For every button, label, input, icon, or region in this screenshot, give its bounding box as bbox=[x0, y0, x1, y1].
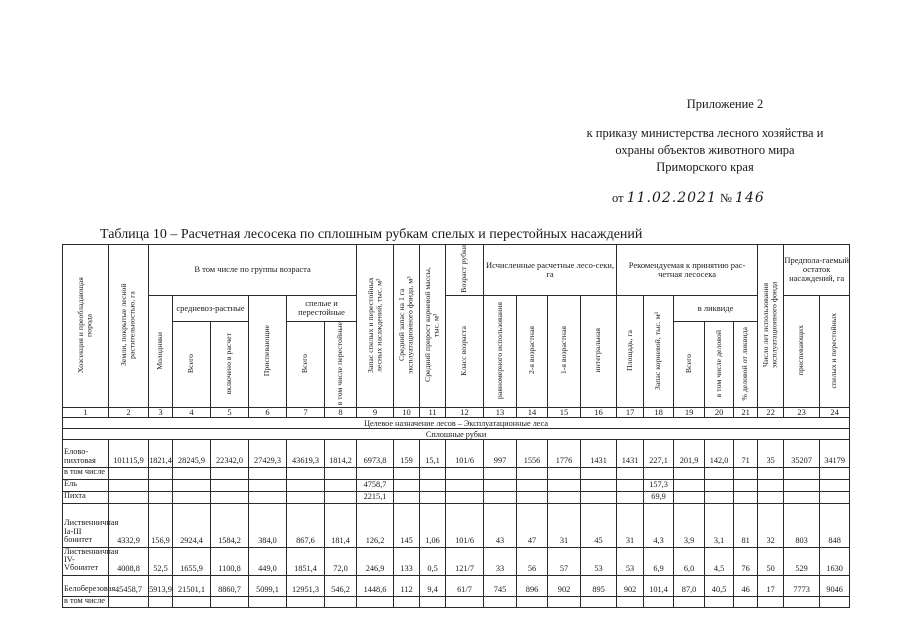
table-container bbox=[62, 244, 849, 605]
table-cell: 2924,4 bbox=[173, 503, 211, 547]
table-cell: 45 bbox=[581, 503, 617, 547]
appendix-title: Приложение 2 bbox=[686, 97, 764, 111]
table-cell: 34179 bbox=[820, 440, 850, 468]
header-middle-total: Всего bbox=[173, 321, 211, 407]
table-row bbox=[63, 440, 850, 468]
table-cell: 17 bbox=[758, 575, 784, 596]
table-cell: 1821,4 bbox=[149, 440, 173, 468]
column-number: 13 bbox=[484, 408, 517, 418]
table-cell: 529 bbox=[784, 547, 820, 575]
table-cell bbox=[705, 468, 734, 479]
table-body bbox=[63, 440, 850, 608]
table-cell: 227,1 bbox=[644, 440, 674, 468]
table-cell: 246,9 bbox=[357, 547, 394, 575]
column-number: 16 bbox=[581, 408, 617, 418]
header-age-class: Класс возраста bbox=[446, 295, 484, 407]
appendix-block bbox=[560, 96, 850, 207]
table-cell bbox=[784, 596, 820, 607]
table-cell: 46 bbox=[734, 575, 758, 596]
table-cell: 6973,8 bbox=[357, 440, 394, 468]
table-cell: 8860,7 bbox=[211, 575, 249, 596]
table-cell: 6,0 bbox=[674, 547, 705, 575]
header-middle-aged: средневоз-растные bbox=[173, 295, 249, 321]
table-cell: 4,3 bbox=[644, 503, 674, 547]
column-number: 6 bbox=[249, 408, 287, 418]
table-cell bbox=[734, 479, 758, 491]
table-cell: 4758,7 bbox=[357, 479, 394, 491]
table-cell bbox=[820, 596, 850, 607]
section-clear-cuts: Сплошные рубки bbox=[63, 429, 850, 440]
header-first-age: 1-я возрастная bbox=[548, 295, 581, 407]
column-number: 24 bbox=[820, 408, 850, 418]
table-cell bbox=[674, 468, 705, 479]
table-cell: 15,1 bbox=[420, 440, 446, 468]
table-cell: 53 bbox=[581, 547, 617, 575]
appendix-order-line: к приказу министерства лесного хозяйства и bbox=[586, 126, 824, 140]
column-number: 23 bbox=[784, 408, 820, 418]
table-cell bbox=[484, 479, 517, 491]
table-cell: 157,3 bbox=[644, 479, 674, 491]
table-cell: 47 bbox=[517, 503, 548, 547]
table-cell: 181,4 bbox=[325, 503, 357, 547]
column-number: 7 bbox=[287, 408, 325, 418]
column-number: 10 bbox=[394, 408, 420, 418]
table-cell: 1556 bbox=[517, 440, 548, 468]
table-cell: 50 bbox=[758, 547, 784, 575]
table-cell bbox=[517, 596, 548, 607]
table-cell bbox=[674, 596, 705, 607]
table-cell bbox=[211, 468, 249, 479]
table-cell bbox=[758, 491, 784, 503]
table-cell bbox=[820, 479, 850, 491]
appendix-order-line-3: Приморского края bbox=[656, 160, 754, 174]
table-cell: 31 bbox=[548, 503, 581, 547]
header-liquid-total: Всего bbox=[674, 321, 705, 407]
table-cell: 1655,9 bbox=[173, 547, 211, 575]
table-cell bbox=[446, 479, 484, 491]
calculation-table bbox=[62, 244, 850, 608]
order-date-number bbox=[560, 190, 850, 207]
table-cell bbox=[109, 468, 149, 479]
table-cell bbox=[548, 491, 581, 503]
table-cell bbox=[617, 491, 644, 503]
table-cell: 126,2 bbox=[357, 503, 394, 547]
row-species-name: Лиственничная Ia-III бонитет bbox=[63, 503, 109, 547]
column-number-row bbox=[63, 408, 850, 418]
table-cell: 12951,3 bbox=[287, 575, 325, 596]
header-expected-remainder: Предпола-гаемый остаток насаждений, га bbox=[784, 245, 850, 296]
table-cell bbox=[548, 468, 581, 479]
header-mature-remainder: спелых и перестойных bbox=[820, 295, 850, 407]
table-cell: 1814,2 bbox=[325, 440, 357, 468]
table-cell: 45458,7 bbox=[109, 575, 149, 596]
table-cell: 0,5 bbox=[420, 547, 446, 575]
table-cell: 2215,1 bbox=[357, 491, 394, 503]
table-cell: 76 bbox=[734, 547, 758, 575]
table-cell: 53 bbox=[617, 547, 644, 575]
column-number: 18 bbox=[644, 408, 674, 418]
header-mature-overmature: спелые и перестойные bbox=[287, 295, 357, 321]
table-cell: 449,0 bbox=[249, 547, 287, 575]
table-cell: 52,5 bbox=[149, 547, 173, 575]
table-cell: 1584,2 bbox=[211, 503, 249, 547]
table-cell bbox=[173, 491, 211, 503]
table-cell bbox=[734, 468, 758, 479]
table-cell: 546,2 bbox=[325, 575, 357, 596]
table-cell bbox=[109, 596, 149, 607]
row-species-name: Елово-пихтовая bbox=[63, 440, 109, 468]
header-species: Хозсекция и преобладающая порода bbox=[63, 245, 109, 408]
table-cell bbox=[820, 468, 850, 479]
table-cell: 101/6 bbox=[446, 503, 484, 547]
table-cell bbox=[484, 596, 517, 607]
column-number: 8 bbox=[325, 408, 357, 418]
header-business: в том числе деловой bbox=[705, 321, 734, 407]
column-number: 20 bbox=[705, 408, 734, 418]
table-cell bbox=[420, 491, 446, 503]
table-cell bbox=[325, 491, 357, 503]
header-recommended-cut: Рекомендуемая к принятию рас-четная лесосека bbox=[617, 245, 758, 296]
table-cell bbox=[581, 491, 617, 503]
header-integral: интегральная bbox=[581, 295, 617, 407]
table-cell: 35 bbox=[758, 440, 784, 468]
column-number: 4 bbox=[173, 408, 211, 418]
table-cell bbox=[287, 491, 325, 503]
header-uniform-use: равномерного использования bbox=[484, 295, 517, 407]
table-cell bbox=[820, 491, 850, 503]
table-cell: 3,1 bbox=[705, 503, 734, 547]
table-cell bbox=[149, 479, 173, 491]
table-cell bbox=[249, 491, 287, 503]
table-cell: 81 bbox=[734, 503, 758, 547]
table-cell: 4,5 bbox=[705, 547, 734, 575]
table-cell bbox=[325, 479, 357, 491]
table-cell: 69,9 bbox=[644, 491, 674, 503]
table-cell bbox=[446, 491, 484, 503]
table-cell: 57 bbox=[548, 547, 581, 575]
table-cell bbox=[517, 468, 548, 479]
table-cell: 848 bbox=[820, 503, 850, 547]
table-cell: 1431 bbox=[581, 440, 617, 468]
table-cell: 101,4 bbox=[644, 575, 674, 596]
table-cell bbox=[581, 468, 617, 479]
table-cell bbox=[705, 491, 734, 503]
table-cell: 22342,0 bbox=[211, 440, 249, 468]
table-cell bbox=[758, 468, 784, 479]
appendix-order-line-2: охраны объектов животного мира bbox=[615, 143, 795, 157]
table-cell bbox=[325, 596, 357, 607]
column-number: 21 bbox=[734, 408, 758, 418]
header-area: Площадь, га bbox=[617, 295, 644, 407]
table-cell: 5913,9 bbox=[149, 575, 173, 596]
table-cell: 7773 bbox=[784, 575, 820, 596]
header-mature-total: Всего bbox=[287, 321, 325, 407]
table-row bbox=[63, 596, 850, 607]
table-cell bbox=[211, 596, 249, 607]
table-cell bbox=[758, 479, 784, 491]
table-cell bbox=[581, 479, 617, 491]
table-cell bbox=[734, 596, 758, 607]
header-business-percent: % деловой от ликвида bbox=[734, 321, 758, 407]
table-cell bbox=[548, 479, 581, 491]
table-cell bbox=[149, 491, 173, 503]
table-cell bbox=[287, 596, 325, 607]
table-cell: 61/7 bbox=[446, 575, 484, 596]
table-cell: 121/7 bbox=[446, 547, 484, 575]
table-cell bbox=[249, 468, 287, 479]
table-cell: 902 bbox=[548, 575, 581, 596]
table-cell bbox=[149, 468, 173, 479]
header-second-age: 2-я возрастная bbox=[517, 295, 548, 407]
table-cell bbox=[394, 491, 420, 503]
table-cell bbox=[394, 468, 420, 479]
table-cell: 142,0 bbox=[705, 440, 734, 468]
date-prefix: от bbox=[612, 191, 624, 205]
table-cell: 1100,8 bbox=[211, 547, 249, 575]
table-cell: 3,9 bbox=[674, 503, 705, 547]
row-species-name: Ель bbox=[63, 479, 109, 491]
column-number: 22 bbox=[758, 408, 784, 418]
table-cell: 1776 bbox=[548, 440, 581, 468]
table-cell bbox=[784, 491, 820, 503]
column-number: 9 bbox=[357, 408, 394, 418]
table-cell: 201,9 bbox=[674, 440, 705, 468]
handwritten-number: 146 bbox=[735, 190, 765, 206]
table-cell bbox=[484, 491, 517, 503]
row-species-name: в том числе bbox=[63, 468, 109, 479]
table-cell: 72,0 bbox=[325, 547, 357, 575]
table-cell: 87,0 bbox=[674, 575, 705, 596]
table-cell bbox=[484, 468, 517, 479]
table-cell: 112 bbox=[394, 575, 420, 596]
table-cell: 101115,9 bbox=[109, 440, 149, 468]
table-row bbox=[63, 468, 850, 479]
table-cell: 1431 bbox=[617, 440, 644, 468]
table-cell: 895 bbox=[581, 575, 617, 596]
header-avg-stock: Средний запас на 1 га эксплуатационного фонда, м³ bbox=[394, 245, 420, 408]
row-species-name: Пихта bbox=[63, 491, 109, 503]
table-cell: 27429,3 bbox=[249, 440, 287, 468]
table-cell bbox=[249, 596, 287, 607]
table-cell: 28245,9 bbox=[173, 440, 211, 468]
header-cut-age: Возраст рубки bbox=[446, 245, 484, 296]
column-number: 19 bbox=[674, 408, 705, 418]
header-forest-land: Земли, покрытые лесной растительностью, га bbox=[109, 245, 149, 408]
table-cell: 31 bbox=[617, 503, 644, 547]
table-cell bbox=[287, 468, 325, 479]
table-cell: 40,5 bbox=[705, 575, 734, 596]
table-cell bbox=[325, 468, 357, 479]
table-title: Таблица 10 – Расчетная лесосека по сплошным рубкам спелых и перестойных насаждений bbox=[100, 227, 643, 242]
table-cell: 902 bbox=[617, 575, 644, 596]
table-cell: 384,0 bbox=[249, 503, 287, 547]
table-cell bbox=[173, 479, 211, 491]
table-cell bbox=[617, 479, 644, 491]
column-number: 3 bbox=[149, 408, 173, 418]
table-cell: 159 bbox=[394, 440, 420, 468]
handwritten-date: 11.02.2021 bbox=[626, 190, 717, 206]
table-row bbox=[63, 547, 850, 575]
table-cell bbox=[357, 468, 394, 479]
table-cell: 101/6 bbox=[446, 440, 484, 468]
table-cell: 803 bbox=[784, 503, 820, 547]
column-number: 17 bbox=[617, 408, 644, 418]
table-cell bbox=[674, 491, 705, 503]
table-row bbox=[63, 479, 850, 491]
table-cell: 9046 bbox=[820, 575, 850, 596]
row-species-name: Лиственничная IV-Vбонитет bbox=[63, 547, 109, 575]
table-cell bbox=[211, 491, 249, 503]
table-cell bbox=[674, 479, 705, 491]
table-cell bbox=[446, 468, 484, 479]
table-cell bbox=[149, 596, 173, 607]
header-mature-stock: Запас спелых и перестойных лесных насаждений, тыс. м³ bbox=[357, 245, 394, 408]
header-maturing: Приспевающие bbox=[249, 295, 287, 407]
table-cell: 5099,1 bbox=[249, 575, 287, 596]
table-row bbox=[63, 575, 850, 596]
column-number: 2 bbox=[109, 408, 149, 418]
table-cell bbox=[644, 468, 674, 479]
table-cell bbox=[173, 468, 211, 479]
header-maturing-remainder: приспевающих bbox=[784, 295, 820, 407]
table-cell bbox=[548, 596, 581, 607]
number-sign: № bbox=[719, 191, 732, 205]
table-cell bbox=[420, 596, 446, 607]
table-cell: 71 bbox=[734, 440, 758, 468]
column-number: 14 bbox=[517, 408, 548, 418]
table-row bbox=[63, 491, 850, 503]
table-cell bbox=[784, 468, 820, 479]
table-cell bbox=[394, 596, 420, 607]
table-cell bbox=[617, 596, 644, 607]
header-calculated-cuts: Исчисленные расчетные лесо-секи, га bbox=[484, 245, 617, 296]
table-cell: 9,4 bbox=[420, 575, 446, 596]
table-cell bbox=[758, 596, 784, 607]
table-cell bbox=[211, 479, 249, 491]
section-purpose: Целевое назначение лесов – Эксплуатационные леса bbox=[63, 418, 850, 429]
table-cell bbox=[109, 491, 149, 503]
header-years-of-use: Число лет использования эксплуатационного фонда bbox=[758, 245, 784, 408]
table-cell bbox=[705, 596, 734, 607]
table-cell bbox=[446, 596, 484, 607]
table-cell: 43 bbox=[484, 503, 517, 547]
column-number: 1 bbox=[63, 408, 109, 418]
table-cell bbox=[734, 491, 758, 503]
table-cell: 745 bbox=[484, 575, 517, 596]
table-cell: 21501,1 bbox=[173, 575, 211, 596]
table-cell bbox=[287, 479, 325, 491]
table-cell: 43619,3 bbox=[287, 440, 325, 468]
table-cell bbox=[249, 479, 287, 491]
header-root-stock: Запас корневой, тыс. м³ bbox=[644, 295, 674, 407]
table-cell bbox=[357, 596, 394, 607]
table-cell bbox=[517, 479, 548, 491]
table-cell: 4332,9 bbox=[109, 503, 149, 547]
table-cell bbox=[784, 479, 820, 491]
header-overmature: в том числе перестойные bbox=[325, 321, 357, 407]
column-number: 15 bbox=[548, 408, 581, 418]
table-cell: 1851,4 bbox=[287, 547, 325, 575]
table-cell: 1,06 bbox=[420, 503, 446, 547]
table-cell bbox=[517, 491, 548, 503]
row-species-name: в том числе bbox=[63, 596, 109, 607]
table-cell: 33 bbox=[484, 547, 517, 575]
table-cell bbox=[109, 479, 149, 491]
header-age-groups: В том числе по группы возраста bbox=[149, 245, 357, 296]
column-number: 12 bbox=[446, 408, 484, 418]
table-cell: 1448,6 bbox=[357, 575, 394, 596]
table-cell: 4008,8 bbox=[109, 547, 149, 575]
table-cell: 6,9 bbox=[644, 547, 674, 575]
table-cell bbox=[420, 468, 446, 479]
header-liquid: в ликвиде bbox=[674, 295, 758, 321]
row-species-name: Белоберезовая bbox=[63, 575, 109, 596]
table-cell bbox=[394, 479, 420, 491]
table-cell: 133 bbox=[394, 547, 420, 575]
header-young: Молодняки bbox=[149, 295, 173, 407]
table-cell bbox=[705, 479, 734, 491]
table-cell: 1630 bbox=[820, 547, 850, 575]
table-cell bbox=[581, 596, 617, 607]
table-cell bbox=[617, 468, 644, 479]
table-cell bbox=[420, 479, 446, 491]
column-number: 11 bbox=[420, 408, 446, 418]
column-number: 5 bbox=[211, 408, 249, 418]
table-cell bbox=[644, 596, 674, 607]
table-cell: 145 bbox=[394, 503, 420, 547]
table-row bbox=[63, 503, 850, 547]
table-cell: 997 bbox=[484, 440, 517, 468]
header-middle-included: включено в расчет bbox=[211, 321, 249, 407]
table-cell: 867,6 bbox=[287, 503, 325, 547]
table-cell: 156,9 bbox=[149, 503, 173, 547]
table-cell: 32 bbox=[758, 503, 784, 547]
header-avg-growth: Средний прирост корневой массы, тыс. м³ bbox=[420, 245, 446, 408]
table-cell: 56 bbox=[517, 547, 548, 575]
table-cell: 896 bbox=[517, 575, 548, 596]
table-cell bbox=[173, 596, 211, 607]
table-cell: 35207 bbox=[784, 440, 820, 468]
